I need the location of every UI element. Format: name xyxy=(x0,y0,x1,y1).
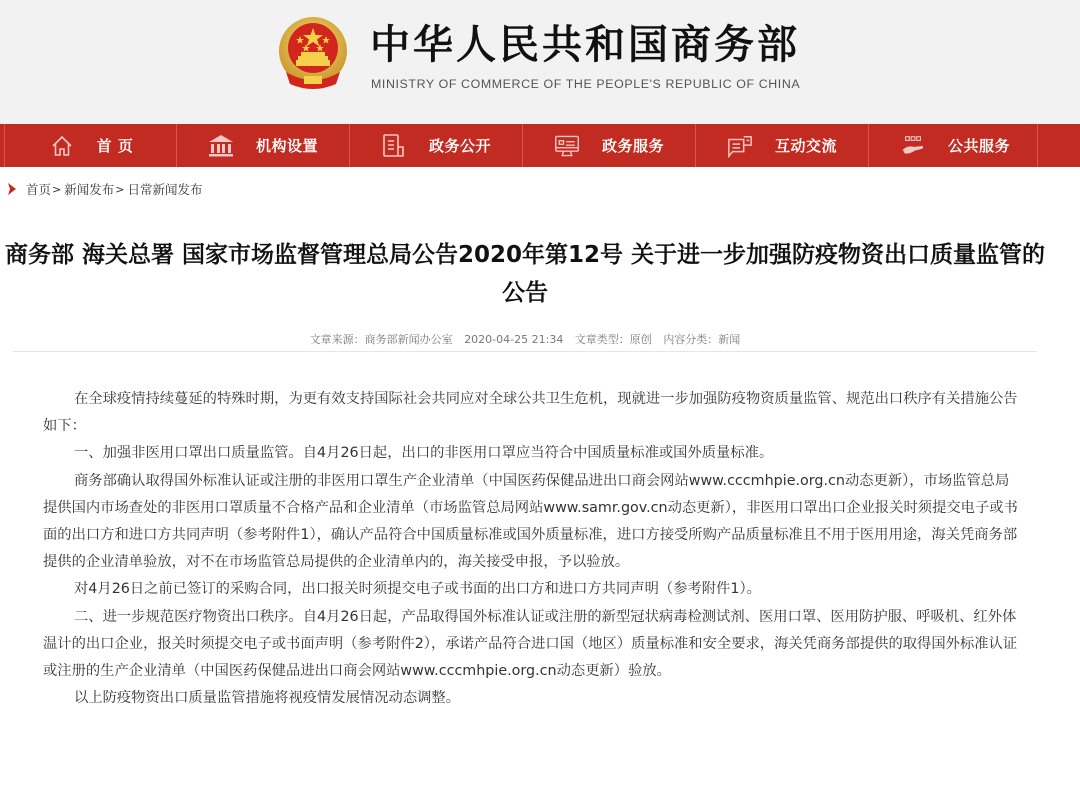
breadcrumb-daily-news[interactable]: 日常新闻发布 xyxy=(127,182,203,197)
breadcrumb-news-release[interactable]: 新闻发布 xyxy=(64,182,115,197)
site-title: 中华人民共和国商务部 xyxy=(370,22,800,68)
nav-item-government-services[interactable] xyxy=(522,124,695,167)
paragraph-section-2: 二、进一步规范医疗物资出口秩序。自4月26日起，产品取得国外标准认证或注册的新型冠状病毒检测试剂、医用口罩、医用防护服、呼吸机、红外体温计的出口企业，报关时须提交电子或书面声明（参考附件2），承诺产品符合进口国（地区）质量标准和安全要求，海关凭商务部提供的取得国外标准认证或注册的生产企业清单（中国医药保健品进出口商会网站www.cccmhpie.org.cn动态更新）验放。 xyxy=(43,608,1018,680)
article-meta xyxy=(0,331,1050,347)
article-type: 文章类型：原创 xyxy=(574,333,652,346)
article-title: 商务部 海关总署 国家市场监督管理总局公告2020年第12号 关于进一步加强防疫物资出口质量监管的公告 xyxy=(4,242,1046,306)
monitor-icon xyxy=(554,133,580,159)
nav-item-home[interactable] xyxy=(4,124,177,167)
breadcrumb-home[interactable]: 首页 xyxy=(26,182,52,197)
breadcrumb-separator: > xyxy=(52,182,62,196)
nav-item-label: 公共服务 xyxy=(947,137,1010,155)
document-icon xyxy=(381,133,407,159)
national-emblem-icon[interactable] xyxy=(276,14,350,92)
paragraph-intro: 在全球疫情持续蔓延的特殊时期，为更有效支持国际社会共同应对全球公共卫生危机，现就进一步加强防疫物资质量监管、规范出口秩序有关措施公告如下： xyxy=(43,391,1018,435)
nav-item-label: 政务公开 xyxy=(428,137,491,155)
nav-item-interaction[interactable] xyxy=(695,124,868,167)
paragraph-section-1-contracts: 对4月26日之前已签订的采购合同，出口报关时须提交电子或书面的出口方和进口方共同声明（参考附件1）。 xyxy=(74,581,761,598)
nav-item-institutions[interactable] xyxy=(176,124,349,167)
meta-divider xyxy=(13,351,1037,352)
article-category: 内容分类：新闻 xyxy=(663,333,741,346)
hand-service-icon xyxy=(900,133,926,159)
nav-item-label: 互动交流 xyxy=(774,137,837,155)
article-source: 文章来源：商务部新闻办公室 xyxy=(309,333,453,346)
institution-building-icon xyxy=(208,133,234,159)
paragraph-closing: 以上防疫物资出口质量监管措施将视疫情发展情况动态调整。 xyxy=(74,690,461,707)
breadcrumb-separator: > xyxy=(115,182,125,196)
nav-item-government-affairs[interactable] xyxy=(349,124,522,167)
chat-icon xyxy=(727,133,753,159)
nav-item-label: 首 页 xyxy=(96,137,134,155)
nav-item-public-services[interactable] xyxy=(868,124,1041,167)
site-subtitle: MINISTRY OF COMMERCE OF THE PEOPLE'S REPUBLIC OF CHINA xyxy=(371,77,801,91)
breadcrumb xyxy=(6,180,202,198)
chevron-right-icon xyxy=(6,182,18,196)
home-icon xyxy=(49,133,75,159)
article-datetime: 2020-04-25 21:34 xyxy=(464,333,564,346)
article-body xyxy=(43,386,1018,712)
main-navbar xyxy=(0,124,1080,167)
site-header xyxy=(0,0,1080,124)
nav-divider xyxy=(1037,124,1038,167)
nav-item-label: 政务服务 xyxy=(601,137,664,155)
paragraph-section-1: 一、加强非医用口罩出口质量监管。自4月26日起，出口的非医用口罩应当符合中国质量标准或国外质量标准。 xyxy=(74,445,774,462)
nav-item-label: 机构设置 xyxy=(255,137,318,155)
paragraph-section-1-detail: 商务部确认取得国外标准认证或注册的非医用口罩生产企业清单（中国医药保健品进出口商会网站www.cccmhpie.org.cn动态更新），市场监管总局提供国内市场查处的非医用口罩质量不合格产品和企业清单（市场监管总局网站www.samr.gov.cn动态更新），非医用口罩出口企业报关时须提交电子或书面的出口方和进口方共同声明（参考附件1），确认产品符合中国质量标准或国外质量标准，进口方接受所购产品质量标准且不用于医用用途，海关凭商务部提供的企业清单验放，对不在市场监管总局提供的企业清单内的，海关接受申报，予以验放。 xyxy=(43,472,1018,571)
